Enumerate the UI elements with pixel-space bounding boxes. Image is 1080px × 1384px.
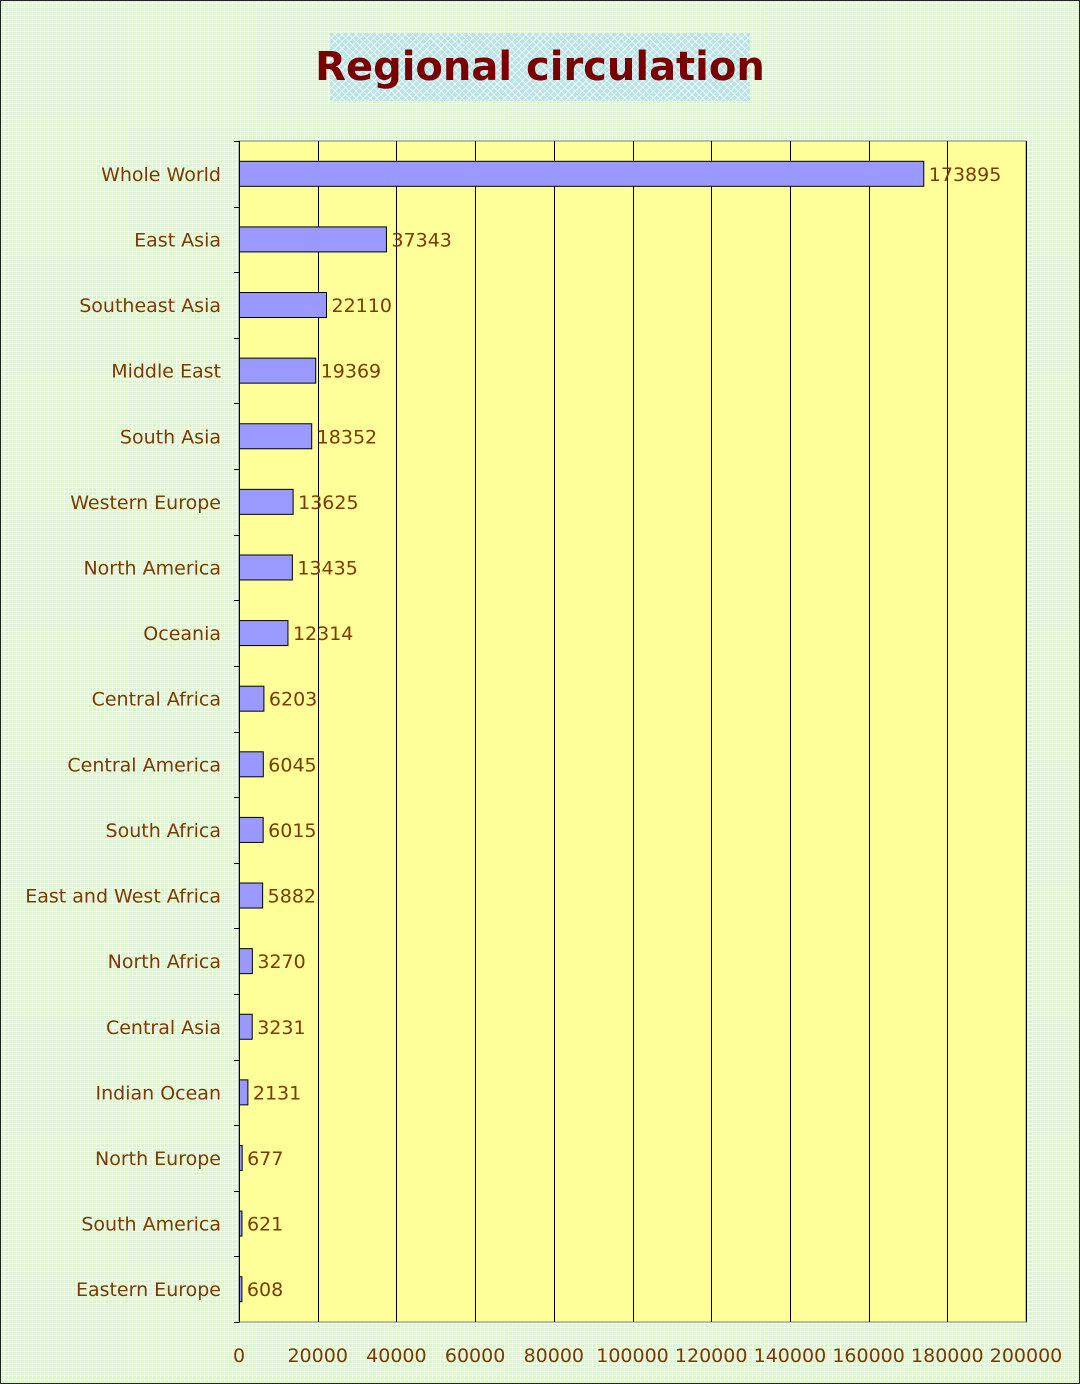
category-label-8: Central Africa xyxy=(91,688,221,711)
data-label-15: 677 xyxy=(247,1147,284,1170)
bar-15 xyxy=(240,1145,243,1170)
data-label-14: 2131 xyxy=(252,1082,302,1105)
plot-area xyxy=(239,141,1026,1322)
bar-6 xyxy=(240,555,293,580)
data-label-16: 621 xyxy=(246,1213,284,1236)
bar-5 xyxy=(240,489,294,514)
data-label-10: 6015 xyxy=(268,819,317,842)
bar-10 xyxy=(240,817,264,842)
category-label-3: Middle East xyxy=(111,360,221,383)
bar-3 xyxy=(240,358,316,383)
bar-14 xyxy=(240,1080,248,1105)
data-label-8: 6203 xyxy=(268,688,318,711)
category-label-4: South Asia xyxy=(119,426,221,449)
x-tick-label-9: 180000 xyxy=(911,1345,984,1367)
category-label-9: Central America xyxy=(67,754,221,777)
x-tick-label-6: 120000 xyxy=(674,1345,748,1367)
category-label-15: North Europe xyxy=(95,1147,221,1170)
data-label-12: 3270 xyxy=(257,951,306,974)
data-label-0: 173895 xyxy=(928,163,1002,186)
x-tick-label-3: 60000 xyxy=(444,1345,506,1367)
category-label-2: Southeast Asia xyxy=(79,295,221,318)
category-label-12: North Africa xyxy=(107,951,221,974)
category-label-11: East and West Africa xyxy=(25,885,221,908)
bar-17 xyxy=(240,1277,242,1302)
data-label-7: 12314 xyxy=(292,623,354,646)
x-tick-label-7: 140000 xyxy=(753,1345,827,1367)
x-tick-label-4: 80000 xyxy=(523,1345,585,1367)
data-label-17: 608 xyxy=(246,1279,284,1302)
data-label-11: 5882 xyxy=(267,885,317,908)
bar-7 xyxy=(240,621,288,646)
x-tick-label-5: 100000 xyxy=(596,1345,669,1367)
data-label-5: 13625 xyxy=(298,491,359,514)
chart-title: Regional circulation xyxy=(315,44,765,90)
bar-1 xyxy=(240,227,387,252)
category-label-5: Western Europe xyxy=(70,491,221,514)
x-tick-label-1: 20000 xyxy=(287,1345,348,1367)
data-label-3: 19369 xyxy=(320,360,382,383)
category-label-7: Oceania xyxy=(143,623,221,646)
bar-4 xyxy=(240,424,312,449)
category-label-14: Indian Ocean xyxy=(95,1082,221,1105)
data-label-2: 22110 xyxy=(331,295,392,318)
category-label-13: Central Asia xyxy=(105,1016,221,1039)
data-label-4: 18352 xyxy=(316,426,378,449)
bar-0 xyxy=(240,161,924,186)
data-label-13: 3231 xyxy=(257,1016,306,1039)
bar-2 xyxy=(240,293,327,318)
data-label-9: 6045 xyxy=(268,754,317,777)
data-label-1: 37343 xyxy=(391,229,452,252)
x-tick-label-10: 200000 xyxy=(989,1345,1063,1367)
data-label-6: 13435 xyxy=(297,557,358,580)
bar-12 xyxy=(240,949,253,974)
bar-8 xyxy=(240,686,264,711)
category-label-1: East Asia xyxy=(134,229,221,252)
category-label-16: South America xyxy=(81,1213,221,1236)
category-label-10: South Africa xyxy=(105,819,221,842)
x-tick-label-0: 0 xyxy=(232,1345,246,1367)
bar-13 xyxy=(240,1014,253,1039)
x-tick-label-2: 40000 xyxy=(366,1345,427,1367)
category-label-6: North America xyxy=(83,557,221,580)
bar-16 xyxy=(240,1211,242,1236)
bar-9 xyxy=(240,752,264,777)
bar-11 xyxy=(240,883,263,908)
category-label-17: Eastern Europe xyxy=(75,1279,221,1302)
category-label-0: Whole World xyxy=(101,163,221,186)
x-tick-label-8: 160000 xyxy=(832,1345,905,1367)
